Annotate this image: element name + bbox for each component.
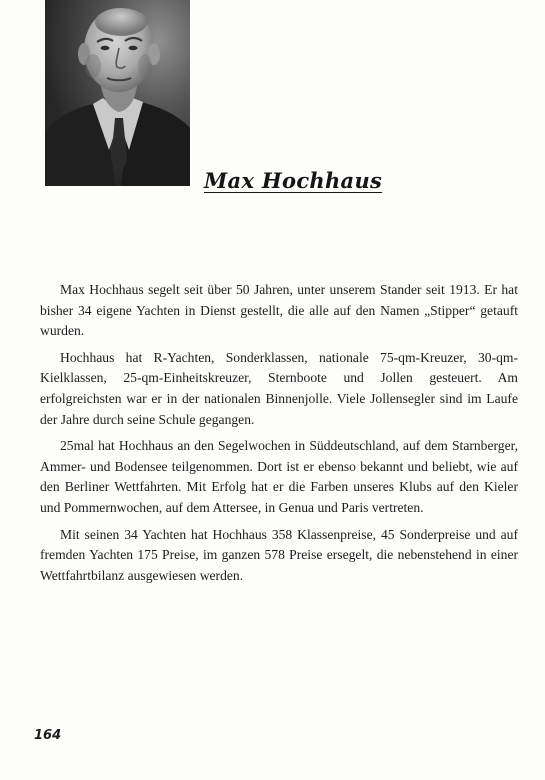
paragraph: Max Hochhaus segelt seit über 50 Jahren, unter unserem Stander seit 1913. Er hat bisher 34 eigene Yachten in Dienst gestellt, die alle auf den Namen „Stipper“ getauft wurden. [40, 282, 518, 339]
biography-text [40, 280, 518, 592]
portrait-photo [45, 0, 190, 186]
paragraph: Mit seinen 34 Yachten hat Hochhaus 358 Klassenpreise, 45 Sonderpreise und auf fremden Yachten 175 Preise, im ganzen 578 Preise ersegelt, die nebenstehend in einer Wettfahrtbilanz ausgewiesen werden. [40, 526, 518, 583]
paragraph: Hochhaus hat R-Yachten, Sonderklassen, nationale 75-qm-Kreuzer, 30-qm-Kielklassen, 25-qm-Einheitskreuzer, Sternboote und Jollen gesteuert. Am erfolgreichsten war er in der nationalen Binnenjolle. Viele Jollensegler sind im Laufe der Jahre durch seine Schule gegangen. [40, 349, 518, 427]
paragraph: 25mal hat Hochhaus an den Segelwochen in Süddeutschland, auf dem Starnberger, Ammer- und Bodensee teilgenommen. Dort ist er ebenso bekannt und beliebt, wie auf den Berliner Wettfahrten. Mit Erfolg hat er die Farben unseres Klubs auf den Kieler und Pommernwochen, auf dem Attersee, in Genua und Paris vertreten. [40, 438, 518, 515]
page-title: Max Hochhaus [204, 168, 383, 193]
page-number: 164 [34, 728, 62, 743]
